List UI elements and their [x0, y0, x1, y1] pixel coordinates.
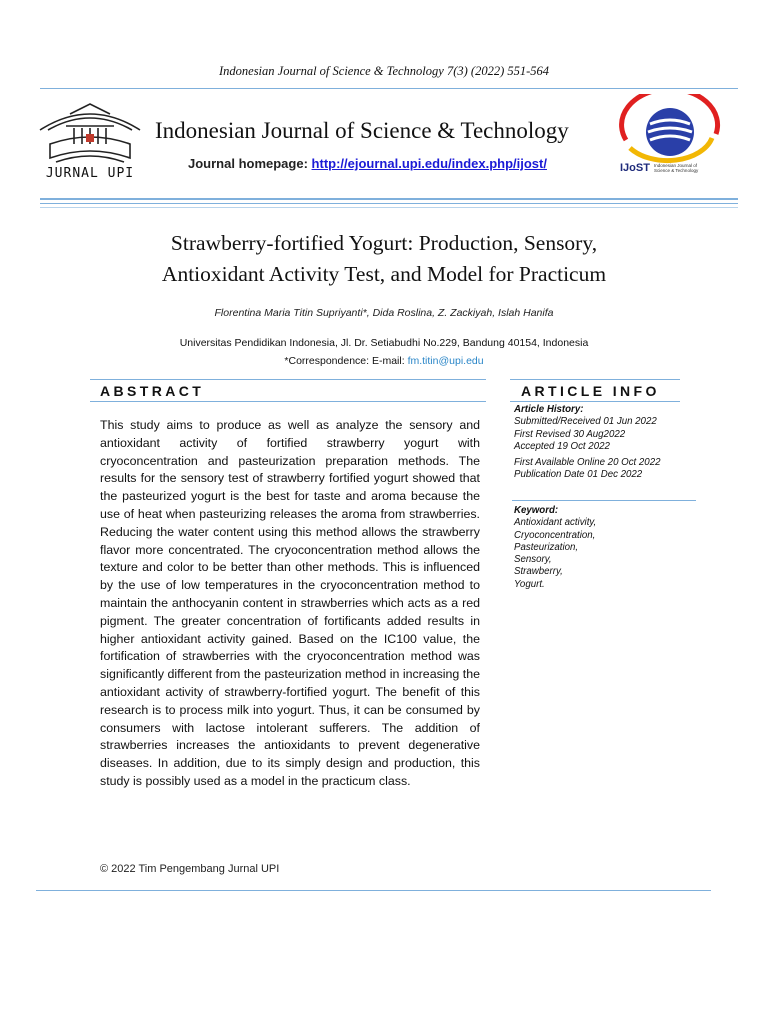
history-publication: Publication Date 01 Dec 2022 [514, 469, 643, 481]
ijost-logo-text: IJoST [620, 162, 650, 174]
jurnal-upi-logo [36, 100, 144, 184]
article-info-top-rule [510, 379, 680, 380]
article-history [514, 404, 684, 482]
running-head [0, 64, 768, 79]
journal-title: Indonesian Journal of Science & Technology [155, 118, 569, 143]
affiliation: Universitas Pendidikan Indonesia, Jl. Dr. Setiabudhi No.229, Bandung 40154, Indonesia [179, 337, 589, 349]
correspondence [0, 355, 768, 367]
header-top-rule [40, 88, 738, 89]
article-title-line-2: Antioxidant Activity Test, and Model for Practicum [161, 262, 607, 286]
footer-rule [36, 890, 711, 891]
history-accepted: Accepted 19 Oct 2022 [514, 440, 610, 452]
copyright: © 2022 Tim Pengembang Jurnal UPI [100, 863, 280, 875]
journal-homepage [188, 156, 547, 171]
keyword-item: Sensory, [514, 554, 552, 566]
article-info-heading: ARTICLE INFO [521, 383, 660, 399]
ijost-logo [616, 94, 726, 180]
header-bottom-rule-2 [40, 203, 738, 204]
homepage-link[interactable]: http://ejournal.upi.edu/index.php/ijost/ [311, 156, 547, 171]
authors: Florentina Maria Titin Supriyanti*, Dida Roslina, Z. Zackiyah, Islah Hanifa [214, 307, 554, 319]
keyword-label: Keyword: [514, 505, 559, 516]
article-info-bottom-rule [510, 401, 680, 402]
abstract-text: This study aims to produce as well as analyze the sensory and antioxidant activity of fortified strawberry yogurt with cryoconcentration and pasteurization preparation methods. The results for the sensory test of strawberry fortified yogurt showed that the pasteurized yogurt is the best for taste and aroma because the use of heat when pasteurizing releases the aroma from strawberries. Reducing the water content using this method allows the strawberry flavor more concentrated. The cryoconcentration method allows the texture and color to be better than other methods. This is influenced by the use of low temperatures in the cryoconcentration method to maintain the anthocyanin content in strawberries which acts as a red pigment. The greater concentration of fortificants added results in higher antioxidant activity gained. Based on the IC100 value, the fortification of strawberries with the cryoconcentration method was significantly different from the pasteurization method in increasing the antioxidant activity of strawberry-fortified yogurt. The benefit of this research is to process milk into yogurt. Thus, it can be consumed by consumers with lactose intolerant sufferers. The addition of strawberries increases the antioxidants to prevent degenerative diseases. In addition, due to its simply design and production, this study is possibly used as a model in the practicum class. [100, 418, 480, 788]
ijost-logo-subtext [654, 163, 698, 173]
ijost-logo-subtext-2: Science & Technology [654, 168, 699, 173]
keyword-item: Yogurt. [514, 578, 545, 590]
article-title-line-1: Strawberry-fortified Yogurt: Production, Sensory, [170, 231, 598, 255]
history-submitted: Submitted/Received 01 Jun 2022 [514, 416, 657, 428]
keyword-item: Cryoconcentration, [514, 529, 596, 541]
header-bottom-rule-1 [40, 198, 738, 200]
abstract-top-rule [90, 379, 486, 380]
article-title [60, 228, 708, 290]
abstract-bottom-rule [90, 401, 486, 402]
homepage-label: Journal homepage: [188, 156, 308, 171]
keywords [514, 505, 684, 591]
keyword-item: Pasteurization, [514, 541, 579, 553]
running-head-text: Indonesian Journal of Science & Technology 7(3) (2022) 551-564 [218, 64, 550, 78]
correspondence-email[interactable]: fm.titin@upi.edu [407, 355, 484, 367]
keyword-item: Antioxidant activity, [514, 517, 597, 529]
header-bottom-rule-3 [40, 207, 738, 208]
jurnal-upi-logo-text: JURNAL UPI [45, 166, 135, 181]
abstract-body [100, 417, 480, 791]
history-revised: First Revised 30 Aug2022 [514, 428, 626, 440]
ijost-logo-subtext-1: Indonesian Journal of [654, 163, 698, 168]
history-online: First Available Online 20 Oct 2022 [514, 457, 661, 469]
abstract-heading: ABSTRACT [100, 383, 205, 399]
keywords-rule [512, 500, 696, 501]
history-label: Article History: [514, 404, 584, 415]
keyword-item: Strawberry, [514, 566, 563, 578]
university-building-icon [36, 100, 144, 166]
correspondence-label: *Correspondence: E-mail: [284, 355, 405, 367]
